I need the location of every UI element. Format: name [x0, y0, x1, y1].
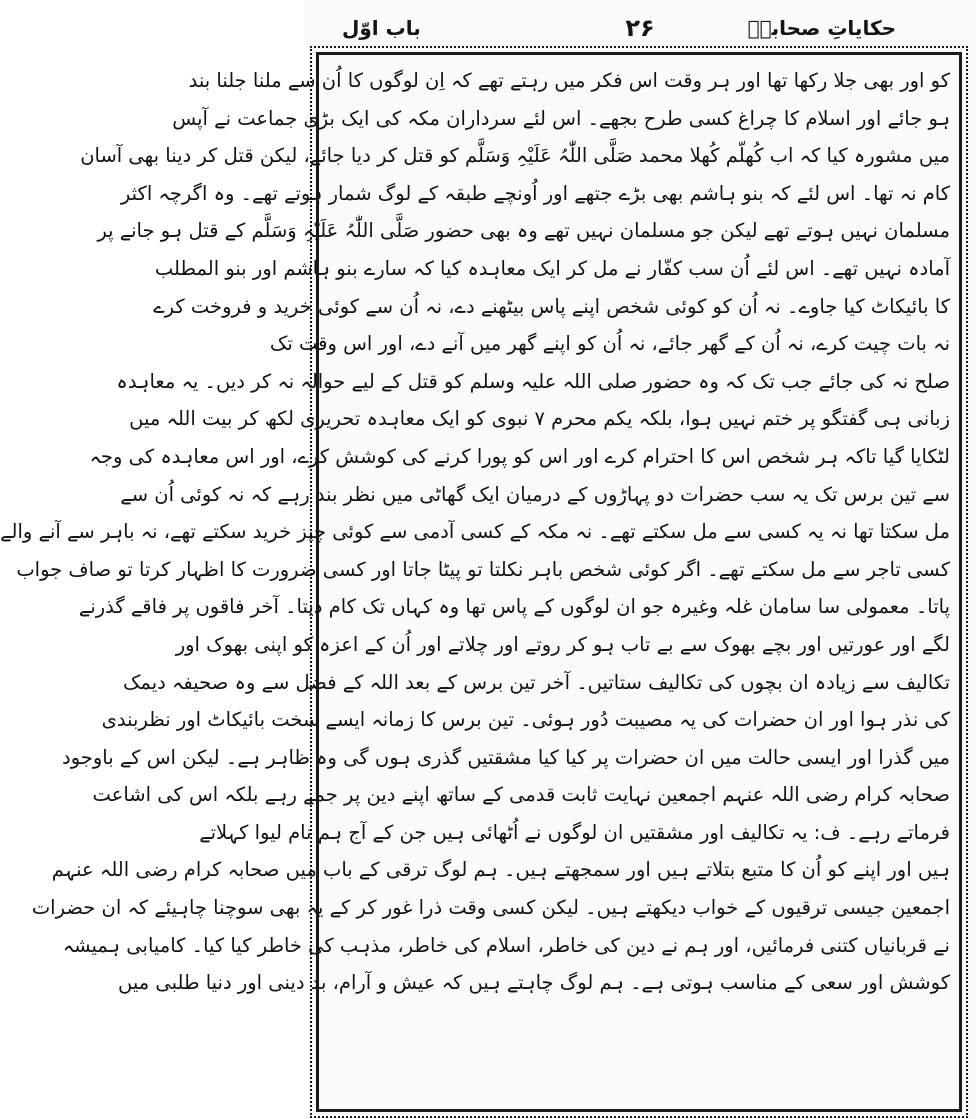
- text-line: نے قربانیاں کتنی فرمائیں، اور ہم نے دین کی خاطر، اسلام کی خاطر، مذہب کی خاطر کیا کیا۔ کامیابی ہمیشہ: [62, 933, 950, 957]
- text-line: فرماتے رہے۔ ف: یہ تکالیف اور مشقتیں ان لوگوں نے اُٹھائی ہیں جن کے آج ہم نام لیوا کہلاتے: [199, 820, 950, 844]
- text-line: مسلمان نہیں ہوتے تھے لیکن جو مسلمان نہیں تھے وہ بھی حضور صَلَّی اللّٰہُ عَلَیْہِ وَسَلَّم کے قتل ہو جانے پر: [97, 219, 950, 243]
- text-line: کام نہ تھا۔ اس لئے کہ بنو ہاشم بھی بڑے جتھے اور اُونچے طبقہ کے لوگ شمار ہوتے تھے۔ وہ اگرچہ اکثر: [120, 181, 950, 205]
- text-line: اجمعین جیسی ترقیوں کے خواب دیکھتے ہیں۔ لیکن کسی وقت ذرا غور کر کے یہ بھی سوچنا چاہیئے کہ ان حضرات: [31, 896, 950, 920]
- page-number: ۲۶: [625, 14, 655, 42]
- text-line: پاتا۔ معمولی سا سامان غلہ وغیرہ جو ان لوگوں کے پاس تھا وہ کہاں تک کام دیتا۔ آخر فاقوں پر فاقے گذرنے: [78, 595, 950, 619]
- text-line: ہیں اور اپنے کو اُن کا متبع بتلاتے ہیں اور سمجھتے ہیں۔ ہم لوگ ترقی کے باب میں صحابہ کرام رضی اللہ عنہم: [51, 858, 950, 882]
- text-line: صحابہ کرام رضی اللہ عنہم اجمعین نہایت ثابت قدمی کے ساتھ اپنے دین پر جمے رہے بلکہ اس کی اشاعت: [92, 783, 950, 807]
- page-header: [314, 8, 966, 48]
- text-line: کی نذر ہوا اور ان حضرات کی یہ مصیبت دُور ہوئی۔ تین برس کا زمانہ ایسے سخت بائیکاٹ اور نظربندی: [101, 708, 950, 732]
- text-line: میں مشورہ کیا کہ اب کُھلّم کُھلا محمد صَلَّی اللّٰہُ عَلَیْہِ وَسَلَّم کو قتل کر دیا جائے، لیکن قتل کر دینا بھی آسان: [80, 144, 950, 168]
- text-line: لٹکایا گیا تاکہ ہر شخص اس کا احترام کرے اور اس کو پورا کرنے کی کوشش کرے، اور اس معاہدہ کی وجہ: [89, 444, 950, 468]
- text-line: میں گذرا اور ایسی حالت میں ان حضرات پر کیا کیا مشقتیں گذری ہوں گی وہ ظاہر ہے۔ لیکن اس کے باوجود: [62, 745, 950, 769]
- text-line: لگے اور عورتیں اور بچے بھوک سے بے تاب ہو کر روتے اور چلاتے اور اُن کے اعزہ کو اپنی بھوک اور: [175, 632, 950, 656]
- text-line: کو اور بھی جلا رکھا تھا اور ہر وقت اس فکر میں رہتے تھے کہ اِن لوگوں کا اُن سے ملنا جلنا بند: [188, 69, 950, 92]
- text-line: کسی تاجر سے مل سکتے تھے۔ اگر کوئی شخص باہر نکلتا تو پیٹا جاتا اور کسی ضرورت کا اظہار کرتا تو صاف جواب: [16, 557, 950, 581]
- text-line: صلح نہ کی جائے جب تک کہ وہ حضور صلی اللہ علیہ وسلم کو قتل کے لیے حوالہ نہ کر دیں۔ یہ معاہدہ: [116, 369, 950, 393]
- text-line: سے تین برس تک یہ سب حضرات دو پہاڑوں کے درمیان ایک گھاٹی میں نظر بند رہے کہ نہ کوئی اُن سے: [120, 482, 950, 506]
- text-line: کا بائیکاٹ کیا جاوے۔ نہ اُن کو کوئی شخص اپنے پاس بیٹھنے دے، نہ اُن سے کوئی خرید و فروخت کرے: [153, 294, 950, 318]
- text-line: آمادہ نہیں تھے۔ اس لئے اُن سب کفّار نے مل کر ایک معاہدہ کیا کہ سارے بنو ہاشم اور بنو المطلب: [154, 256, 950, 280]
- text-line: کوشش اور سعی کے مناسب ہوتی ہے۔ ہم لوگ چاہتے ہیں کہ عیش و آرام، بد دینی اور دنیا طلبی میں: [118, 971, 950, 995]
- text-line: مل سکتا تھا نہ یہ کسی سے مل سکتے تھے۔ نہ مکہ کے کسی آدمی سے کوئی چیز خرید سکتے تھے، نہ باہر سے آنے والے: [0, 520, 950, 544]
- chapter-title: باب اوّل: [342, 16, 421, 40]
- text-line: تکالیف سے زیادہ ان بچوں کی تکالیف ستاتیں۔ آخر تین برس کے بعد اللہ کے فضل سے وہ صحیفہ دیمک: [122, 670, 950, 694]
- text-line: زبانی ہی گفتگو پر ختم نہیں ہوا، بلکہ یکم محرم ۷ نبوی کو ایک معاہدہ تحریری لکھ کر بیت اللہ میں: [129, 407, 950, 431]
- page-text: [0, 62, 950, 1107]
- book-title: حکایاتِ صحابہؓ: [747, 16, 896, 40]
- text-line: نہ بات چیت کرے، نہ اُن کے گھر جائے، نہ اُن کو اپنے گھر میں آنے دے، اور اس وقت تک: [269, 332, 950, 356]
- text-line: ہو جائے اور اسلام کا چراغ کسی طرح بجھے۔ اس لئے سرداران مکہ کی ایک بڑی جماعت نے آپس: [172, 106, 950, 130]
